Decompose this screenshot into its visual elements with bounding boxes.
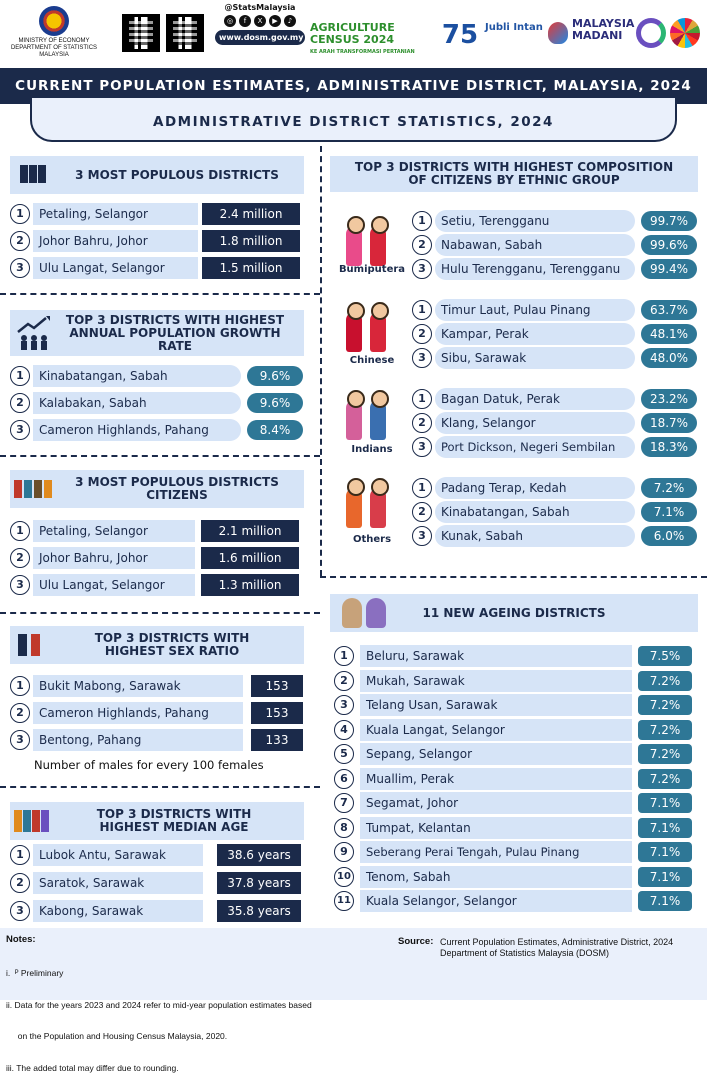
others-list [412,477,700,547]
ethnic-title: TOP 3 DISTRICTS WITH HIGHEST COMPOSITION OF CITIZENS BY ETHNIC GROUP [354,160,674,187]
district-name: Kinabatangan, Sabah [33,365,241,387]
list-item [10,520,310,542]
ethnic-label: Others [352,534,392,545]
jubli-intan-logo: Jubli Intan [485,22,543,33]
citizens-group-icon [14,480,52,498]
district-name: Kalabakan, Sabah [33,392,241,414]
rank-badge: 3 [412,437,432,457]
list-item [334,694,702,716]
source-line: Current Population Estimates, Administrative District, 2024 [440,937,674,947]
sexratio-title: TOP 3 DISTRICTS WITH HIGHEST SEX RATIO [94,631,250,658]
rank-badge: 3 [412,259,432,279]
youtube-icon[interactable]: ▶ [269,15,281,27]
populous-list [10,203,304,279]
rank-badge: 1 [10,204,30,224]
list-item [10,365,310,387]
indians-list [412,388,700,458]
district-name: Padang Terap, Kedah [435,477,635,499]
list-item [412,210,700,232]
ageing-header [330,594,698,632]
ministry-name: MINISTRY OF ECONOMY DEPARTMENT OF STATISTICS MALAYSIA [10,38,98,58]
district-name: Klang, Selangor [435,412,635,434]
list-item [10,392,310,414]
district-value: 37.8 years [217,872,301,894]
rank-badge: 2 [10,393,30,413]
elderly-group-icon [14,810,49,832]
boy-icon [370,488,386,528]
notes-lines [6,947,396,1084]
district-name: Ulu Langat, Selangor [33,574,195,596]
district-value: 6.0% [641,526,697,546]
list-item [10,675,310,697]
district-name: Port Dickson, Negeri Sembilan [435,436,635,458]
district-value: 153 [251,675,303,697]
notes-title: Notes: [6,934,36,945]
instagram-icon[interactable]: ◎ [224,15,236,27]
medianage-title: TOP 3 DISTRICTS WITH HIGHEST MEDIAN AGE [96,807,252,834]
rank-badge: 1 [412,389,432,409]
district-value: 7.1% [638,891,692,911]
list-item [334,645,702,667]
district-name: Ulu Langat, Selangor [33,257,198,279]
rank-badge: 2 [334,671,354,691]
elderly-couple-icon [342,598,386,628]
agriculture-census-logo [310,21,430,55]
list-item [334,768,702,790]
district-value: 7.2% [638,671,692,691]
rank-badge: 2 [10,703,30,723]
district-value: 7.1% [638,818,692,838]
girl-icon [346,488,362,528]
populous-header [10,156,304,194]
rank-badge: 1 [412,478,432,498]
rank-badge: 4 [334,720,354,740]
rank-badge: 3 [412,526,432,546]
list-item [412,323,700,345]
medianage-list [10,844,310,922]
rank-badge: 9 [334,842,354,862]
district-name: Tenom, Sabah [360,866,632,888]
note-line: iii. The added total may differ due to rounding. [6,1062,179,1073]
district-name: Setiu, Terengganu [435,210,635,232]
website-link[interactable]: www.dosm.gov.my [215,30,305,45]
rank-badge: 3 [10,420,30,440]
list-item [412,234,700,256]
district-name: Bentong, Pahang [33,729,243,751]
district-name: Timur Laut, Pulau Pinang [435,299,635,321]
social-handle[interactable]: @StatsMalaysia [224,3,296,12]
x-icon[interactable]: X [254,15,266,27]
page-subtitle: ADMINISTRATIVE DISTRICT STATISTICS, 2024 [30,98,677,142]
district-value: 7.1% [638,793,692,813]
rank-badge: 3 [412,348,432,368]
list-item [10,547,310,569]
district-name: Kunak, Sabah [435,525,635,547]
list-item [10,203,304,225]
list-item [334,890,702,912]
district-value: 9.6% [247,393,303,413]
citizens-header [10,470,304,508]
district-name: Kuala Langat, Selangor [360,719,632,741]
rank-badge: 2 [412,235,432,255]
rank-badge: 1 [10,845,30,865]
list-item [334,817,702,839]
district-value: 99.7% [641,211,697,231]
populous-title: 3 MOST POPULOUS DISTRICTS [75,167,279,182]
district-value: 1.3 million [201,574,299,596]
rank-badge: 2 [412,413,432,433]
district-name: Kampar, Perak [435,323,635,345]
ministry-logo [4,6,104,59]
district-value: 1.6 million [201,547,299,569]
rank-badge: 1 [334,646,354,666]
section-divider [0,455,320,457]
district-name: Petaling, Selangor [33,203,198,225]
agri-title: AGRICULTURE CENSUS 2024 [310,21,395,46]
district-value: 1.8 million [202,230,300,252]
district-value: 2.1 million [201,520,299,542]
people-group-icon [20,165,46,183]
source-text [440,937,702,958]
list-item [334,841,702,863]
list-item [10,702,310,724]
district-value: 2.4 million [202,203,300,225]
qr-code-icon[interactable] [122,14,160,52]
girl-icon [346,400,362,440]
chinese-list [412,299,700,369]
district-name: Tumpat, Kelantan [360,817,632,839]
ring-logo-icon [636,18,666,48]
sdg-wheel-icon [670,18,700,48]
district-value: 8.4% [247,420,303,440]
rank-badge: 2 [10,873,30,893]
district-name: Beluru, Sarawak [360,645,632,667]
district-name: Johor Bahru, Johor [33,230,198,252]
rank-badge: 1 [10,676,30,696]
list-item [10,729,310,751]
district-name: Sepang, Selangor [360,743,632,765]
ethnic-label: Bumiputera [338,264,406,275]
rank-badge: 1 [412,211,432,231]
list-item [334,719,702,741]
list-item [412,412,700,434]
list-item [412,347,700,369]
column-divider [320,146,322,576]
district-value: 38.6 years [217,844,301,866]
rank-badge: 6 [334,769,354,789]
rank-badge: 1 [10,521,30,541]
district-name: Segamat, Johor [360,792,632,814]
note-line: on the Population and Housing Census Malaysia, 2020. [6,1031,228,1041]
dosm-75-logo: 75 [441,20,479,50]
citizens-title: 3 MOST POPULOUS DISTRICTS CITIZENS [75,475,279,502]
source-label: Source: [398,936,434,947]
district-name: Petaling, Selangor [33,520,195,542]
ethnic-header [330,156,698,192]
rank-badge: 3 [10,575,30,595]
rank-badge: 2 [412,324,432,344]
social-block [215,3,305,45]
list-item [10,844,310,866]
district-name: Seberang Perai Tengah, Pulau Pinang [360,841,632,863]
list-item [412,477,700,499]
list-item [10,419,310,441]
list-item [412,501,700,523]
rank-badge: 7 [334,793,354,813]
district-value: 133 [251,729,303,751]
rank-badge: 3 [10,901,30,921]
rank-badge: 3 [334,695,354,715]
district-value: 7.2% [638,744,692,764]
district-value: 1.5 million [202,257,300,279]
tiktok-icon[interactable]: ♪ [284,15,296,27]
district-value: 48.0% [641,348,697,368]
rank-badge: 3 [10,258,30,278]
district-value: 99.4% [641,259,697,279]
list-item [10,230,304,252]
boy-icon [370,400,386,440]
district-name: Telang Usan, Sarawak [360,694,632,716]
list-item [412,436,700,458]
rank-badge: 5 [334,744,354,764]
ageing-title: 11 NEW AGEING DISTRICTS [422,605,606,620]
district-name: Kabong, Sarawak [33,900,203,922]
rank-badge: 1 [412,300,432,320]
district-name: Bagan Datuk, Perak [435,388,635,410]
girl-icon [346,226,362,266]
male-female-icon [18,634,40,656]
boy-icon [370,226,386,266]
agri-subtitle: KE ARAH TRANSFORMASI PERTANIAN [310,49,415,55]
growth-header [10,310,304,356]
district-value: 7.1% [638,842,692,862]
rank-badge: 1 [10,366,30,386]
rank-badge: 2 [412,502,432,522]
district-value: 99.6% [641,235,697,255]
section-divider [320,576,707,578]
rank-badge: 11 [334,891,354,911]
district-value: 7.2% [638,769,692,789]
district-value: 35.8 years [217,900,301,922]
district-value: 7.1% [638,867,692,887]
growth-title: TOP 3 DISTRICTS WITH HIGHEST ANNUAL POPULATION GROWTH RATE [65,312,285,353]
district-name: Kinabatangan, Sabah [435,501,635,523]
note-line: ii. Data for the years 2023 and 2024 refer to mid-year population estimates based [6,999,312,1010]
district-name: Mukah, Sarawak [360,670,632,692]
ethnic-label: Indians [351,444,393,455]
district-value: 9.6% [247,366,303,386]
district-name: Saratok, Sarawak [33,872,203,894]
district-value: 153 [251,702,303,724]
qr-code-icon[interactable] [166,14,204,52]
medianage-header [10,802,304,840]
sexratio-header [10,626,304,664]
others-illustration [336,474,408,530]
list-item [334,743,702,765]
section-divider [0,786,320,788]
district-value: 48.1% [641,324,697,344]
section-divider [0,612,320,614]
boy-icon [370,312,386,352]
district-name: Johor Bahru, Johor [33,547,195,569]
header [0,0,707,68]
indians-illustration [336,386,408,442]
district-value: 7.5% [638,646,692,666]
citizens-list [10,520,310,596]
bumiputera-list [412,210,700,280]
district-name: Kuala Selangor, Selangor [360,890,632,912]
district-name: Cameron Highlands, Pahang [33,419,241,441]
chinese-illustration [336,298,408,354]
coat-of-arms-icon [39,6,69,36]
list-item [412,388,700,410]
rank-badge: 8 [334,818,354,838]
district-value: 7.2% [638,695,692,715]
sexratio-note: Number of males for every 100 females [34,758,264,772]
district-value: 18.3% [641,437,697,457]
district-value: 18.7% [641,413,697,433]
facebook-icon[interactable]: f [239,15,251,27]
girl-icon [346,312,362,352]
section-divider [0,293,320,295]
list-item [334,866,702,888]
malaysia-madani-logo: MALAYSIA MADANI [548,18,628,42]
district-value: 7.2% [641,478,697,498]
district-name: Hulu Terengganu, Terengganu [435,258,635,280]
district-value: 23.2% [641,389,697,409]
list-item [412,525,700,547]
list-item [412,299,700,321]
list-item [10,872,310,894]
list-item [10,900,310,922]
note-line: i. ᴾ Preliminary [6,968,64,978]
district-name: Nabawan, Sabah [435,234,635,256]
source-line: Department of Statistics Malaysia (DOSM) [440,947,610,958]
district-value: 7.1% [641,502,697,522]
district-name: Lubok Antu, Sarawak [33,844,203,866]
list-item [334,670,702,692]
growth-chart-icon [16,316,52,350]
district-name: Bukit Mabong, Sarawak [33,675,243,697]
growth-list [10,365,310,441]
district-value: 63.7% [641,300,697,320]
district-value: 7.2% [638,720,692,740]
district-name: Cameron Highlands, Pahang [33,702,243,724]
ageing-list [334,645,702,912]
list-item [334,792,702,814]
district-name: Sibu, Sarawak [435,347,635,369]
rank-badge: 2 [10,548,30,568]
list-item [10,574,310,596]
list-item [412,258,700,280]
district-name: Muallim, Perak [360,768,632,790]
rank-badge: 10 [334,867,354,887]
ethnic-label: Chinese [349,355,395,366]
page-title: CURRENT POPULATION ESTIMATES, ADMINISTRATIVE DISTRICT, MALAYSIA, 2024 [0,68,707,104]
list-item [10,257,304,279]
rank-badge: 2 [10,231,30,251]
sexratio-list [10,675,310,751]
rank-badge: 3 [10,730,30,750]
